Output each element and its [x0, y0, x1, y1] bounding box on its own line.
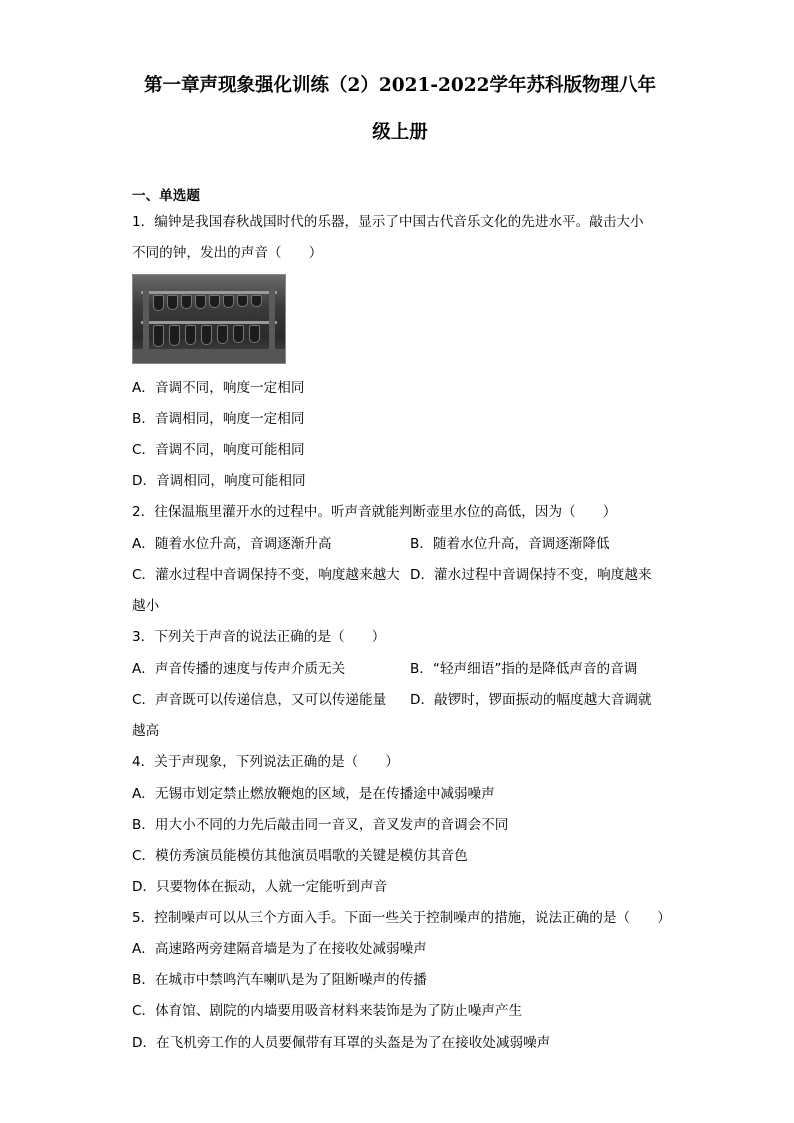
question-3-option-a: A．声音传播的速度与传声介质无关 [132, 661, 346, 677]
question-5-option-c: C．体育馆、剧院的内墙要用吸音材料来装饰是为了防止噪声产生 [132, 1003, 523, 1019]
question-2-option-a: A．随着水位升高，音调逐渐升高 [132, 536, 332, 552]
question-4-option-d: D．只要物体在振动，人就一定能听到声音 [132, 879, 388, 895]
question-4-option-b: B．用大小不同的力先后敲击同一音叉，音叉发声的音调会不同 [132, 817, 509, 833]
question-2-option-d: D．灌水过程中音调保持不变，响度越来 [410, 567, 652, 583]
question-1-option-b: B．音调相同，响度一定相同 [132, 411, 305, 427]
question-4-option-c: C．模仿秀演员能模仿其他演员唱歌的关键是模仿其音色 [132, 848, 468, 864]
photo-bell [153, 295, 164, 311]
question-1-option-c: C．音调不同，响度可能相同 [132, 442, 305, 458]
question-5-option-b: B．在城市中禁鸣汽车喇叭是为了阻断噪声的传播 [132, 972, 427, 988]
section-heading: 一、单选题 [132, 188, 200, 204]
photo-bell [209, 295, 220, 308]
question-4-option-a: A．无锡市划定禁止燃放鞭炮的区域，是在传播途中减弱噪声 [132, 786, 495, 802]
photo-bell [167, 295, 178, 310]
photo-bell [201, 325, 212, 345]
title-line-1: 第一章声现象强化训练（2）2021-2022学年苏科版物理八年 [143, 75, 657, 96]
question-1-stem-line-2: 不同的钟，发出的声音（ ） [132, 245, 323, 261]
photo-bell [195, 295, 206, 309]
question-3-option-c: C．声音既可以传递信息，又可以传递能量 [132, 692, 387, 708]
question-3-stem: 3．下列关于声音的说法正确的是（ ） [132, 629, 386, 645]
photo-floor [133, 349, 285, 363]
bianzhong-bells-photo [132, 274, 286, 364]
question-2-option-d-continued: 越小 [132, 598, 160, 614]
photo-bell [217, 325, 228, 344]
title-line-2: 级上册 [372, 122, 428, 143]
photo-beam-middle [141, 321, 277, 324]
photo-bell [223, 295, 234, 308]
question-1-option-a: A．音调不同，响度一定相同 [132, 380, 305, 396]
document-title [120, 62, 680, 156]
photo-bell [153, 325, 164, 347]
question-3-option-b: B．“轻声细语”指的是降低声音的音调 [410, 661, 638, 677]
question-2-option-c: C．灌水过程中音调保持不变，响度越来越大 [132, 567, 400, 583]
question-4-stem: 4．关于声现象，下列说法正确的是（ ） [132, 754, 399, 770]
question-3-option-d-continued: 越高 [132, 723, 160, 739]
question-3-option-d: D．敲锣时，锣面振动的幅度越大音调就 [410, 692, 652, 708]
question-5-option-a: A．高速路两旁建隔音墙是为了在接收处减弱噪声 [132, 941, 427, 957]
photo-bell [185, 325, 196, 345]
photo-bell [251, 295, 262, 307]
question-5-stem: 5．控制噪声可以从三个方面入手。下面一些关于控制噪声的措施，说法正确的是（ ） [132, 910, 671, 926]
photo-bell [233, 325, 244, 343]
photo-bell [181, 295, 192, 309]
photo-bell [249, 325, 260, 343]
photo-bell [237, 295, 248, 307]
question-2-option-b: B．随着水位升高，音调逐渐降低 [410, 536, 610, 552]
photo-bell [169, 325, 180, 346]
question-1-stem-line-1: 1．编钟是我国春秋战国时代的乐器，显示了中国古代音乐文化的先进水平。敲击大小 [132, 214, 644, 230]
photo-beam-top [141, 291, 277, 294]
question-2-stem: 2．往保温瓶里灌开水的过程中。听声音就能判断壶里水位的高低，因为（ ） [132, 504, 617, 520]
question-1-option-d: D．音调相同，响度可能相同 [132, 473, 306, 489]
photo-post-left [143, 285, 149, 355]
question-5-option-d: D．在飞机旁工作的人员要佩带有耳罩的头盔是为了在接收处减弱噪声 [132, 1035, 551, 1051]
photo-post-right [269, 285, 275, 355]
